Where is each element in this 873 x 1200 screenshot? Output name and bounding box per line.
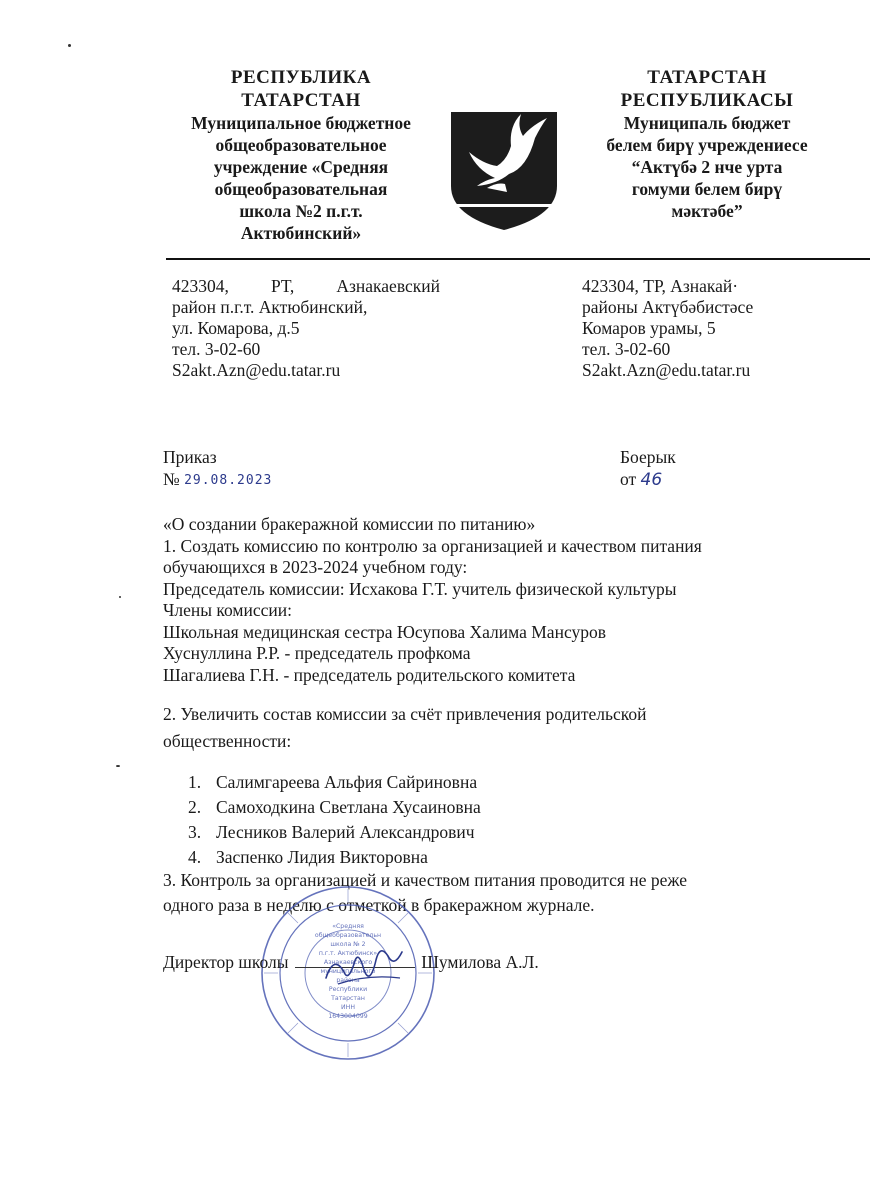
order-number-prefix: № [163, 469, 180, 489]
stamp-text: Азнакаевского [323, 959, 373, 966]
stamp-text: Республики [328, 986, 368, 993]
order-body [163, 514, 853, 916]
order-title-tt: Боерык [620, 447, 676, 467]
order-number-line [163, 468, 272, 492]
header-right-line1: ТАТАРСТАН [647, 67, 767, 88]
order-heading: «О создании бракеражной комиссии по питанию» [163, 514, 536, 534]
address-left-part: РТ, [270, 276, 295, 296]
address-left-email: S2akt.Azn@edu.tatar.ru [172, 360, 341, 380]
header-left-org-line: общеобразовательная [214, 179, 388, 199]
header-right-line2: РЕСПУБЛИКАСЫ [620, 90, 794, 111]
scan-speck [119, 596, 121, 598]
member-line: Школьная медицинская сестра Юсупова Халима Мансуров [163, 621, 606, 642]
order-from-label: от [620, 469, 637, 489]
item2-line: 2. Увеличить состав комиссии за счёт привлечения родительской [163, 704, 647, 724]
header-left-org-line: Муниципальное бюджетное [191, 113, 411, 133]
address-left-line: район п.г.т. Актюбинский, [172, 297, 368, 317]
stamp-text: 1643004099 [328, 1013, 368, 1020]
item1-line: 1. Создать комиссию по контролю за организацией и качеством питания [163, 535, 702, 556]
order-number-handwritten: 46 [640, 470, 663, 490]
header-right [582, 66, 832, 222]
members-label: Члены комиссии: [163, 600, 292, 620]
header-right-org-line: Муниципаль бюджет [623, 113, 791, 133]
emblem-icon [447, 108, 561, 232]
stamp-text: п.г.т. Актюбинск» [318, 950, 378, 957]
signature-name: Шумилова А.Л. [421, 952, 539, 972]
scan-speck [116, 765, 120, 767]
header-right-org-line: гомуми белем бирү [631, 179, 783, 199]
address-left-part: 423304, [172, 276, 229, 296]
header-divider [166, 258, 870, 260]
address-right-line: Комаров урамы, 5 [582, 318, 716, 338]
header-right-org-line: белем бирү учреждениесе [606, 135, 808, 155]
list-item: 3. Лесников Валерий Александрович [188, 822, 475, 842]
stamp-text: ИНН [341, 1004, 355, 1011]
list-item: 2. Самоходкина Светлана Хусаиновна [188, 797, 481, 817]
order-from-line [620, 468, 676, 491]
address-right [582, 276, 842, 381]
chair-line: Председатель комиссии: Исхакова Г.Т. учитель физической культуры [163, 578, 677, 599]
stamp-text: «Средняя [332, 923, 364, 930]
address-right-line: 423304, ТР, Азнакай· [582, 276, 739, 296]
item1-line: обучающихся в 2023-2024 учебном году: [163, 557, 468, 577]
stamp-text: района [336, 977, 360, 984]
member-line: Хуснуллина Р.Р. - председатель профкома [163, 643, 471, 663]
stamp-text: муниципального [320, 968, 376, 975]
stamp-text: школа № 2 [330, 941, 366, 948]
address-left-line: тел. 3-02-60 [172, 339, 261, 359]
item3-line: одного раза в неделю с отметкой в бракеражном журнале. [163, 894, 595, 915]
address-left-first-line [172, 276, 440, 297]
address-left [172, 276, 440, 381]
header-left-org-line: Актюбинский» [240, 223, 362, 243]
item2-line: общественности: [163, 730, 292, 751]
address-right-line: районы Актүбәбистәсе [582, 297, 754, 317]
header-left-line1: РЕСПУБЛИКА [230, 67, 372, 88]
order-right [620, 446, 676, 491]
address-right-email: S2akt.Azn@edu.tatar.ru [582, 360, 751, 380]
header-left-org-line: школа №2 п.г.т. [239, 201, 363, 221]
header-left-line2: ТАТАРСТАН [241, 90, 361, 111]
signature-role: Директор школы [163, 952, 289, 972]
list-item: 1. Салимгареева Альфия Сайриновна [188, 772, 478, 792]
header-left-org-line: общеобразовательное [215, 135, 387, 155]
order-left [163, 446, 272, 492]
header-right-org-line: мәктәбе” [671, 201, 743, 221]
item3-line: 3. Контроль за организацией и качеством питания проводится не реже [163, 870, 688, 890]
stamp-text: общеобразовательн [314, 932, 382, 939]
header-right-org-line: “Актүбә 2 нче урта [631, 157, 783, 177]
list-item: 4. Заспенко Лидия Викторовна [188, 847, 428, 867]
order-date-handwritten: 29.08.2023 [184, 473, 273, 488]
scan-speck [68, 44, 71, 47]
header-left-org-line: учреждение «Средняя [213, 157, 389, 177]
header-left [172, 66, 430, 244]
address-left-part: Азнакаевский [336, 276, 440, 296]
member-line: Шагалиева Г.Н. - председатель родительского комитета [163, 664, 576, 685]
address-left-line: ул. Комарова, д.5 [172, 318, 300, 338]
stamp-text: Татарстан [331, 995, 365, 1002]
handwritten-signature [318, 934, 408, 994]
parents-list [163, 770, 853, 870]
address-right-line: тел. 3-02-60 [582, 339, 671, 359]
order-title-ru: Приказ [163, 447, 217, 467]
